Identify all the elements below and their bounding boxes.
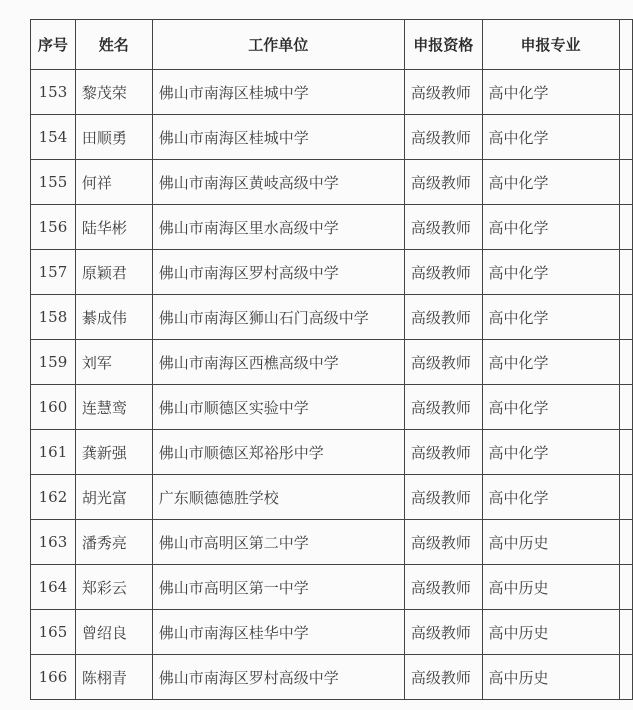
header-unit: 工作单位: [152, 20, 404, 70]
table-row: [31, 115, 633, 160]
table-row: [31, 655, 633, 700]
seq-cell: 153: [31, 70, 76, 115]
cut-off-cell: [619, 475, 632, 520]
major-cell: 高中化学: [482, 385, 619, 430]
unit-cell: 佛山市顺德区实验中学: [152, 385, 404, 430]
table-row: [31, 250, 633, 295]
seq-cell: 158: [31, 295, 76, 340]
seq-cell: 166: [31, 655, 76, 700]
major-cell: 高中历史: [482, 565, 619, 610]
qualification-cell: 高级教师: [404, 475, 482, 520]
qualification-cell: 高级教师: [404, 205, 482, 250]
unit-cell: 佛山市南海区里水高级中学: [152, 205, 404, 250]
major-cell: 高中化学: [482, 340, 619, 385]
qualification-cell: 高级教师: [404, 565, 482, 610]
major-cell: 高中历史: [482, 610, 619, 655]
name-cell: 田顺勇: [75, 115, 152, 160]
unit-cell: 广东顺德德胜学校: [152, 475, 404, 520]
seq-cell: 159: [31, 340, 76, 385]
major-cell: 高中化学: [482, 295, 619, 340]
table-row: [31, 520, 633, 565]
qualification-cell: 高级教师: [404, 160, 482, 205]
unit-cell: 佛山市高明区第二中学: [152, 520, 404, 565]
qualification-cell: 高级教师: [404, 655, 482, 700]
name-cell: 陆华彬: [75, 205, 152, 250]
unit-cell: 佛山市高明区第一中学: [152, 565, 404, 610]
qualification-cell: 高级教师: [404, 115, 482, 160]
table-row: [31, 160, 633, 205]
cut-off-cell: [619, 250, 632, 295]
name-cell: 黎茂荣: [75, 70, 152, 115]
table-row: [31, 340, 633, 385]
qualification-cell: 高级教师: [404, 385, 482, 430]
major-cell: 高中化学: [482, 475, 619, 520]
table-row: [31, 565, 633, 610]
major-cell: 高中化学: [482, 70, 619, 115]
table-row: [31, 475, 633, 520]
cut-off-cell: [619, 160, 632, 205]
qualification-cell: 高级教师: [404, 70, 482, 115]
seq-cell: 163: [31, 520, 76, 565]
cut-off-cell: [619, 610, 632, 655]
qualification-cell: 高级教师: [404, 340, 482, 385]
qualification-cell: 高级教师: [404, 520, 482, 565]
unit-cell: 佛山市南海区罗村高级中学: [152, 655, 404, 700]
qualification-cell: 高级教师: [404, 430, 482, 475]
header-major: 申报专业: [482, 20, 619, 70]
cut-off-cell: [619, 70, 632, 115]
seq-cell: 154: [31, 115, 76, 160]
name-cell: 綦成伟: [75, 295, 152, 340]
table-header-row: [31, 20, 633, 70]
cut-off-cell: [619, 205, 632, 250]
name-cell: 原颖君: [75, 250, 152, 295]
name-cell: 潘秀亮: [75, 520, 152, 565]
name-cell: 连慧鸾: [75, 385, 152, 430]
seq-cell: 157: [31, 250, 76, 295]
seq-cell: 165: [31, 610, 76, 655]
major-cell: 高中化学: [482, 205, 619, 250]
cut-off-cell: [619, 385, 632, 430]
header-qualification: 申报资格: [404, 20, 482, 70]
table-row: [31, 430, 633, 475]
major-cell: 高中化学: [482, 430, 619, 475]
major-cell: 高中化学: [482, 115, 619, 160]
cut-off-cell: [619, 430, 632, 475]
table-row: [31, 385, 633, 430]
table-row: [31, 295, 633, 340]
table-body: [31, 70, 633, 700]
cut-off-cell: [619, 655, 632, 700]
unit-cell: 佛山市顺德区郑裕彤中学: [152, 430, 404, 475]
cut-off-cell: [619, 295, 632, 340]
cut-off-cell: [619, 115, 632, 160]
qualification-cell: 高级教师: [404, 250, 482, 295]
header-name: 姓名: [75, 20, 152, 70]
unit-cell: 佛山市南海区桂城中学: [152, 70, 404, 115]
qualification-cell: 高级教师: [404, 295, 482, 340]
header-cut-off: [619, 20, 632, 70]
unit-cell: 佛山市南海区桂城中学: [152, 115, 404, 160]
name-cell: 曾绍良: [75, 610, 152, 655]
table-row: [31, 205, 633, 250]
name-cell: 何祥: [75, 160, 152, 205]
qualification-cell: 高级教师: [404, 610, 482, 655]
major-cell: 高中历史: [482, 655, 619, 700]
cut-off-cell: [619, 565, 632, 610]
name-cell: 胡光富: [75, 475, 152, 520]
major-cell: 高中化学: [482, 250, 619, 295]
name-cell: 龚新强: [75, 430, 152, 475]
seq-cell: 164: [31, 565, 76, 610]
seq-cell: 162: [31, 475, 76, 520]
seq-cell: 161: [31, 430, 76, 475]
table-row: [31, 610, 633, 655]
unit-cell: 佛山市南海区罗村高级中学: [152, 250, 404, 295]
unit-cell: 佛山市南海区西樵高级中学: [152, 340, 404, 385]
name-cell: 刘军: [75, 340, 152, 385]
candidate-table: [30, 19, 633, 700]
cut-off-cell: [619, 520, 632, 565]
unit-cell: 佛山市南海区狮山石门高级中学: [152, 295, 404, 340]
seq-cell: 156: [31, 205, 76, 250]
unit-cell: 佛山市南海区桂华中学: [152, 610, 404, 655]
unit-cell: 佛山市南海区黄岐高级中学: [152, 160, 404, 205]
major-cell: 高中历史: [482, 520, 619, 565]
cut-off-cell: [619, 340, 632, 385]
seq-cell: 155: [31, 160, 76, 205]
major-cell: 高中化学: [482, 160, 619, 205]
header-seq: 序号: [31, 20, 76, 70]
table-row: [31, 70, 633, 115]
name-cell: 郑彩云: [75, 565, 152, 610]
seq-cell: 160: [31, 385, 76, 430]
name-cell: 陈栩青: [75, 655, 152, 700]
